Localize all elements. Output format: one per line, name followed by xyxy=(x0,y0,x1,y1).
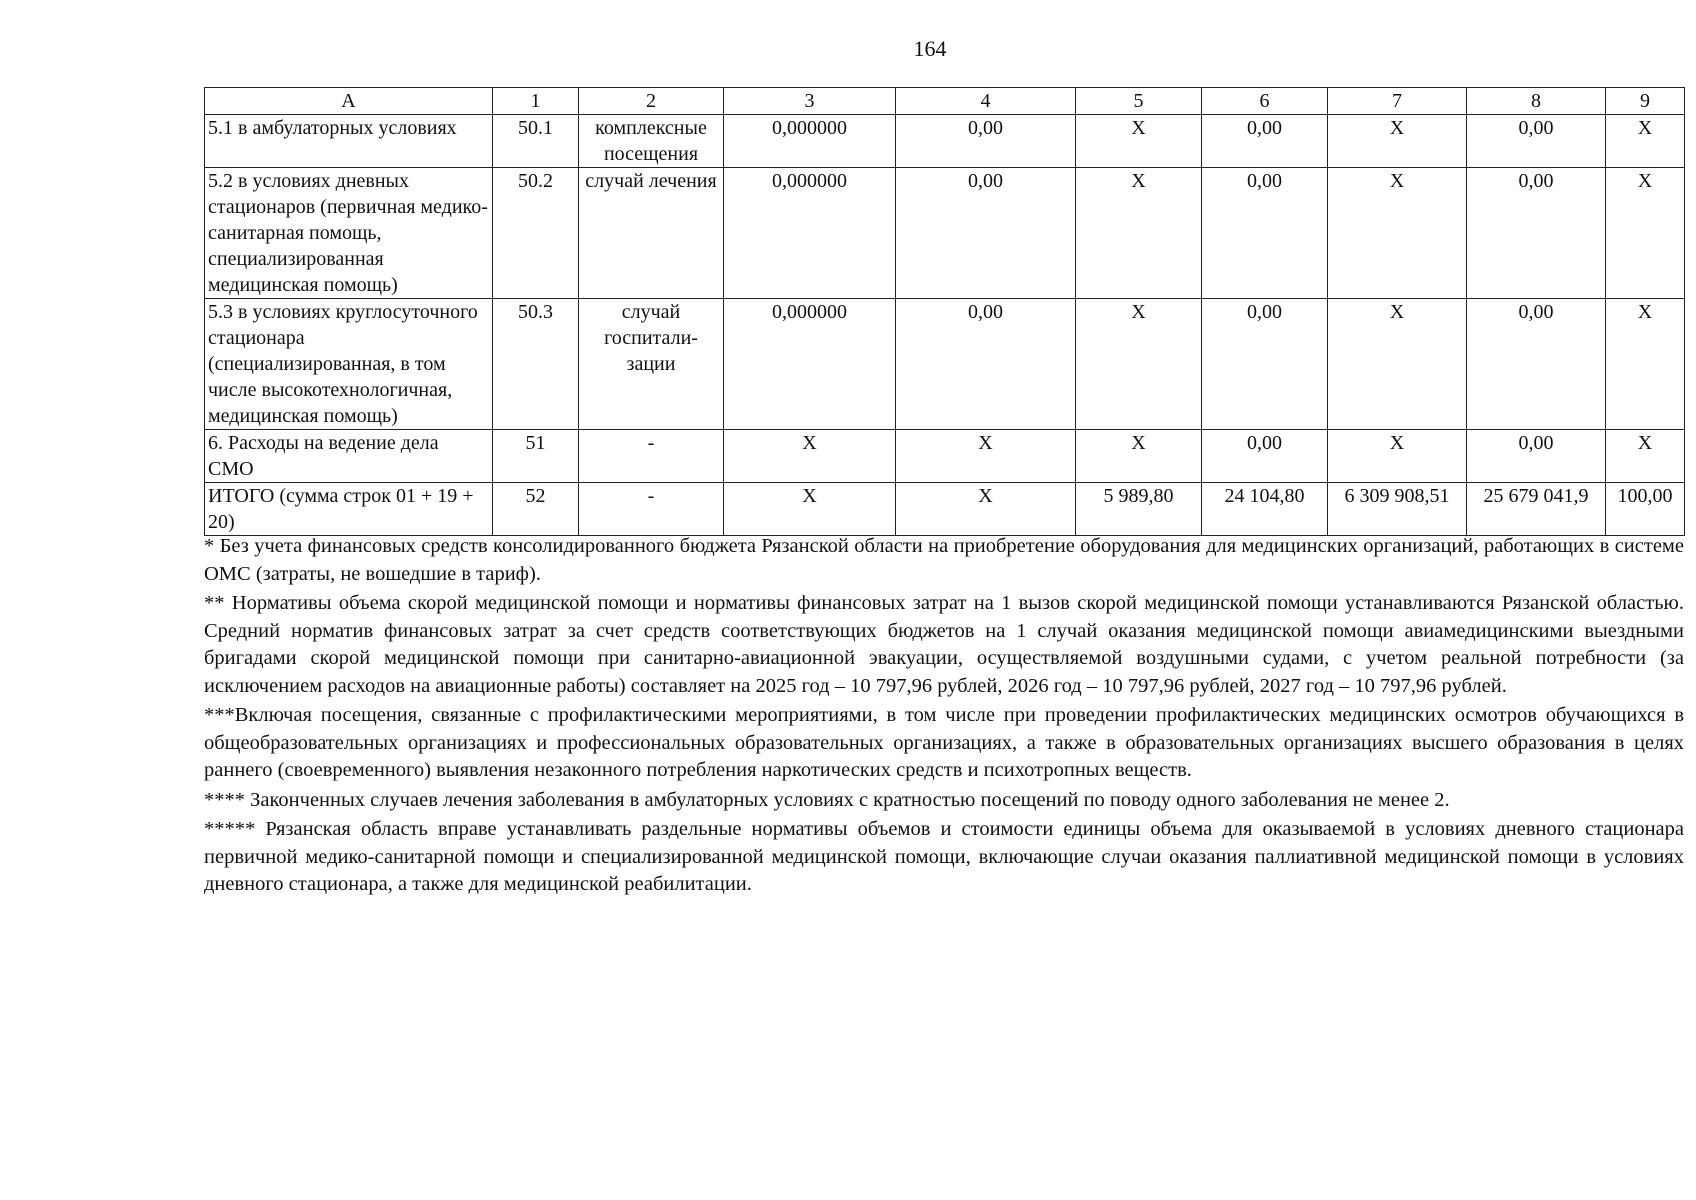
column-header: 8 xyxy=(1467,88,1606,115)
column-header: 2 xyxy=(579,88,724,115)
value-cell: X xyxy=(896,483,1076,536)
value-cell: X xyxy=(724,483,896,536)
footnote: ***** Рязанская область вправе устанавливать раздельные нормативы объемов и стоимости единицы объема для оказываемой в условиях дневного стационара первичной медико-санитарной помощи и специализированной медицинской помощи, включающие случаи оказания паллиативной медицинской помощи в условиях дневного стационара, а также для медицинской реабилитации. xyxy=(204,818,1684,895)
column-header: 7 xyxy=(1328,88,1467,115)
value-cell: 25 679 041,9 xyxy=(1467,483,1606,536)
value-cell: X xyxy=(1606,430,1685,483)
value-cell: X xyxy=(1606,299,1685,430)
row-label-cell: 6. Расходы на ведение дела СМО xyxy=(205,430,493,483)
value-cell: X xyxy=(1606,115,1685,168)
table-row xyxy=(205,115,1685,168)
value-cell: 0,00 xyxy=(896,299,1076,430)
unit-cell: - xyxy=(579,430,724,483)
column-header: А xyxy=(205,88,493,115)
unit-cell: случай госпитали-зации xyxy=(579,299,724,430)
value-cell: 6 309 908,51 xyxy=(1328,483,1467,536)
value-cell: X xyxy=(1076,168,1202,299)
value-cell: X xyxy=(1328,430,1467,483)
column-header: 4 xyxy=(896,88,1076,115)
row-label-cell: 5.1 в амбулаторных условиях xyxy=(205,115,493,168)
table-row xyxy=(205,430,1685,483)
value-cell: 0,000000 xyxy=(724,168,896,299)
row-number-cell: 51 xyxy=(493,430,579,483)
value-cell: 100,00 xyxy=(1606,483,1685,536)
value-cell: 0,00 xyxy=(896,115,1076,168)
column-header: 3 xyxy=(724,88,896,115)
value-cell: 0,00 xyxy=(1467,299,1606,430)
row-label-cell: 5.3 в условиях круглосуточного стационара (специализированная, в том числе высокотехнологичная, медицинская помощь) xyxy=(205,299,493,430)
footnote: ***Включая посещения, связанные с профилактическими мероприятиями, в том числе при проведении профилактических медицинских осмотров обучающихся в общеобразовательных организациях и профессиональных образовательных организациях, а также в образовательных организациях высшего образования в целях раннего (своевременного) выявления незаконного потребления наркотических средств и психотропных веществ. xyxy=(204,704,1684,781)
column-header: 5 xyxy=(1076,88,1202,115)
value-cell: X xyxy=(724,430,896,483)
value-cell: X xyxy=(1328,115,1467,168)
table-header-row xyxy=(205,88,1685,115)
value-cell: X xyxy=(896,430,1076,483)
footnotes xyxy=(204,533,1684,899)
row-number-cell: 52 xyxy=(493,483,579,536)
column-header: 9 xyxy=(1606,88,1685,115)
value-cell: 0,000000 xyxy=(724,299,896,430)
value-cell: X xyxy=(1328,168,1467,299)
table-total-row xyxy=(205,483,1685,536)
column-header: 1 xyxy=(493,88,579,115)
value-cell: 0,00 xyxy=(1467,115,1606,168)
value-cell: X xyxy=(1076,430,1202,483)
value-cell: 0,00 xyxy=(896,168,1076,299)
value-cell: 0,00 xyxy=(1202,299,1328,430)
value-cell: 5 989,80 xyxy=(1076,483,1202,536)
footnote: * Без учета финансовых средств консолидированного бюджета Рязанской области на приобретение оборудования для медицинских организаций, работающих в системе ОМС (затраты, не вошедшие в тариф). xyxy=(204,535,1684,585)
value-cell: 0,00 xyxy=(1467,168,1606,299)
row-label-cell: ИТОГО (сумма строк 01 + 19 + 20) xyxy=(205,483,493,536)
unit-cell: - xyxy=(579,483,724,536)
page-number: 164 xyxy=(913,36,947,61)
footnote: **** Законченных случаев лечения заболевания в амбулаторных условиях с кратностью посещений по поводу одного заболевания не менее 2. xyxy=(204,788,1450,811)
table-row xyxy=(205,168,1685,299)
row-number-cell: 50.2 xyxy=(493,168,579,299)
row-number-cell: 50.1 xyxy=(493,115,579,168)
table-row xyxy=(205,299,1685,430)
value-cell: X xyxy=(1076,299,1202,430)
value-cell: 0,00 xyxy=(1202,430,1328,483)
value-cell: X xyxy=(1328,299,1467,430)
row-number-cell: 50.3 xyxy=(493,299,579,430)
value-cell: 0,00 xyxy=(1202,115,1328,168)
unit-cell: комплексные посещения xyxy=(579,115,724,168)
value-cell: 0,00 xyxy=(1202,168,1328,299)
footnote: ** Нормативы объема скорой медицинской помощи и нормативы финансовых затрат на 1 вызов скорой медицинской помощи устанавливаются Рязанской областью. Средний норматив финансовых затрат за счет средств соответствующих бюджетов на 1 случай оказания медицинской помощи авиамедицинскими выездными бригадами скорой медицинской помощи при санитарно-авиационной эвакуации, осуществляемой воздушными судами, с учетом реальной потребности (за исключением расходов на авиационные работы) составляет на 2025 год – 10 797,96 рублей, 2026 год – 10 797,96 рублей, 2027 год – 10 797,96 рублей. xyxy=(204,592,1684,697)
value-cell: 24 104,80 xyxy=(1202,483,1328,536)
data-table xyxy=(204,87,1685,536)
value-cell: 0,00 xyxy=(1467,430,1606,483)
unit-cell: случай лечения xyxy=(579,168,724,299)
row-label-cell: 5.2 в условиях дневных стационаров (первичная медико-санитарная помощь, специализированная медицинская помощь) xyxy=(205,168,493,299)
value-cell: X xyxy=(1076,115,1202,168)
column-header: 6 xyxy=(1202,88,1328,115)
value-cell: X xyxy=(1606,168,1685,299)
value-cell: 0,000000 xyxy=(724,115,896,168)
